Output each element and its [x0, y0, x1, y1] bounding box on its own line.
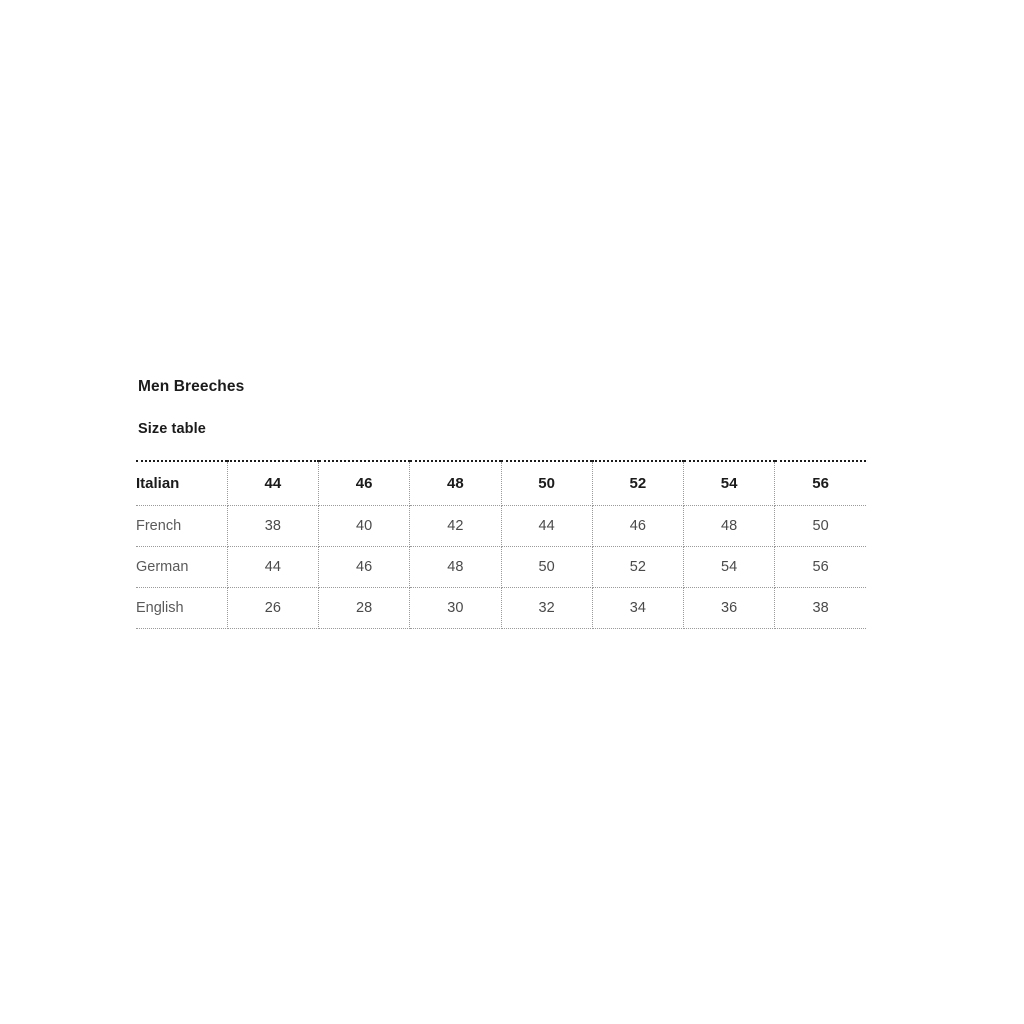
- size-table: [136, 460, 866, 630]
- cell-german-2: 48: [410, 547, 501, 588]
- cell-english-1: 28: [319, 588, 410, 629]
- row-label-english: English: [136, 588, 227, 629]
- cell-italian-4: 52: [592, 462, 683, 506]
- cell-italian-5: 54: [684, 462, 775, 506]
- cell-german-3: 50: [501, 547, 592, 588]
- cell-english-2: 30: [410, 588, 501, 629]
- row-label-italian: Italian: [136, 462, 227, 506]
- row-label-french: French: [136, 506, 227, 547]
- cell-english-3: 32: [501, 588, 592, 629]
- cell-french-6: 50: [775, 506, 866, 547]
- cell-german-1: 46: [319, 547, 410, 588]
- size-table-document: [136, 378, 866, 629]
- cell-italian-0: 44: [227, 462, 318, 506]
- cell-french-3: 44: [501, 506, 592, 547]
- cell-english-5: 36: [684, 588, 775, 629]
- page-subtitle: Size table: [138, 420, 206, 437]
- cell-italian-6: 56: [775, 462, 866, 506]
- cell-italian-3: 50: [501, 462, 592, 506]
- cell-french-1: 40: [319, 506, 410, 547]
- cell-german-0: 44: [227, 547, 318, 588]
- cell-italian-1: 46: [319, 462, 410, 506]
- cell-italian-2: 48: [410, 462, 501, 506]
- cell-german-4: 52: [592, 547, 683, 588]
- cell-german-5: 54: [684, 547, 775, 588]
- row-label-german: German: [136, 547, 227, 588]
- cell-french-2: 42: [410, 506, 501, 547]
- cell-english-4: 34: [592, 588, 683, 629]
- cell-french-0: 38: [227, 506, 318, 547]
- cell-english-6: 38: [775, 588, 866, 629]
- page-title: Men Breeches: [138, 378, 245, 395]
- table-row: [136, 462, 866, 506]
- cell-german-6: 56: [775, 547, 866, 588]
- table-row: [136, 588, 866, 629]
- table-row: [136, 506, 866, 547]
- cell-english-0: 26: [227, 588, 318, 629]
- table-row: [136, 547, 866, 588]
- cell-french-4: 46: [592, 506, 683, 547]
- cell-french-5: 48: [684, 506, 775, 547]
- size-table-wrapper: [136, 460, 866, 630]
